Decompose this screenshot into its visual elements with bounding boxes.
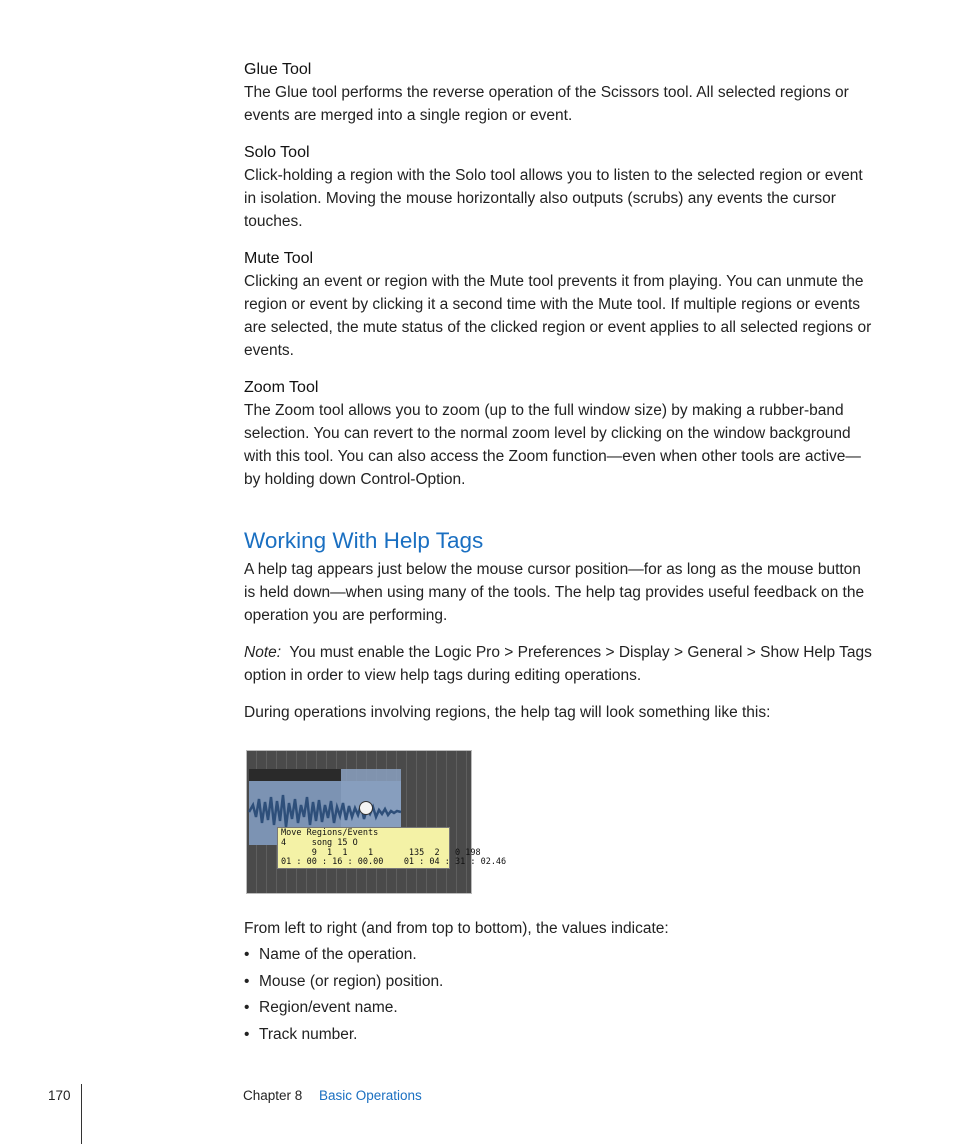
note-text: You must enable the Logic Pro > Preferences > Display > General > Show Help Tags option in order to view help tags during editing operations.: [244, 644, 872, 684]
values-list: [244, 942, 844, 1048]
tag-position: 9 1 1 1 135 2 0 198: [281, 847, 481, 858]
section-body: The Glue tool performs the reverse operation of the Scissors tool. All selected regions or events are merged into a single region or event.: [244, 84, 849, 124]
help-tag-popup: [277, 827, 507, 869]
list-item-text: Mouse (or region) position.: [259, 972, 444, 990]
help-tags-lead-in: During operations involving regions, the help tag will look something like this:: [244, 704, 771, 721]
help-tags-note: [244, 641, 872, 687]
help-tag-screenshot: [246, 750, 507, 894]
help-tags-intro: A help tag appears just below the mouse cursor position—for as long as the mouse button is held down—when using many of the tools. The help tag provides useful feedback on the operation you are performing.: [244, 561, 865, 624]
zoom-tool-section: [244, 376, 872, 491]
list-item: [244, 995, 844, 1022]
section-heading: Solo Tool: [244, 144, 310, 161]
tag-time: 01 : 00 : 16 : 00.00 01 : 04 : 31 : 02.46: [281, 857, 507, 868]
list-item-text: Name of the operation.: [259, 946, 417, 963]
bullet-glyph: •: [244, 946, 250, 963]
list-item: [244, 942, 844, 969]
section-body: Clicking an event or region with the Mute tool prevents it from playing. You can unmute the region or event by clicking it a second time with the Mute tool. If multiple regions or events are selected, the mute status of the clicked region or event applies to all selected regions or events.: [244, 273, 872, 359]
help-tags-title: Working With Help Tags: [244, 528, 484, 553]
section-heading: Mute Tool: [244, 250, 314, 267]
footer-divider: [81, 1084, 82, 1144]
list-item: [244, 1022, 844, 1049]
bullet-glyph: •: [244, 972, 250, 990]
section-heading: Zoom Tool: [244, 379, 319, 396]
section-body: Click-holding a region with the Solo tool allows you to listen to the selected region or event in isolation. Moving the mouse horizontally also outputs (scrubs) any events the cursor touches.: [244, 167, 863, 230]
section-body: The Zoom tool allows you to zoom (up to the full window size) by making a rubber-band selection. You can revert to the normal zoom level by clicking on the window background with this tool. You can also access the Zoom function—even when other tools are active—by holding down Control-Option.: [244, 402, 861, 488]
solo-tool-section: [244, 141, 872, 233]
tool-sections: [244, 58, 872, 491]
mute-tool-section: [244, 247, 872, 362]
bullet-glyph: •: [244, 1025, 250, 1043]
footer-chapter-title: Basic Operations: [319, 1088, 422, 1103]
list-item-text: Region/event name.: [259, 999, 398, 1016]
hand-cursor-icon: [359, 801, 373, 815]
bullet-glyph: •: [244, 999, 250, 1016]
footer-chapter: Chapter 8: [243, 1088, 303, 1103]
note-label: Note:: [244, 644, 282, 661]
page-number: 170: [48, 1088, 71, 1103]
help-tags-body: [244, 558, 872, 724]
region-header: [249, 769, 341, 781]
list-item: [244, 969, 844, 996]
tag-operation: Move Regions/Events: [281, 828, 379, 838]
tag-track-name: 4 song 15 O: [281, 837, 358, 848]
list-item-text: Track number.: [259, 1025, 358, 1043]
values-intro: From left to right (and from top to bottom), the values indicate:: [244, 920, 669, 937]
section-heading: Glue Tool: [244, 61, 312, 78]
glue-tool-section: [244, 58, 872, 127]
